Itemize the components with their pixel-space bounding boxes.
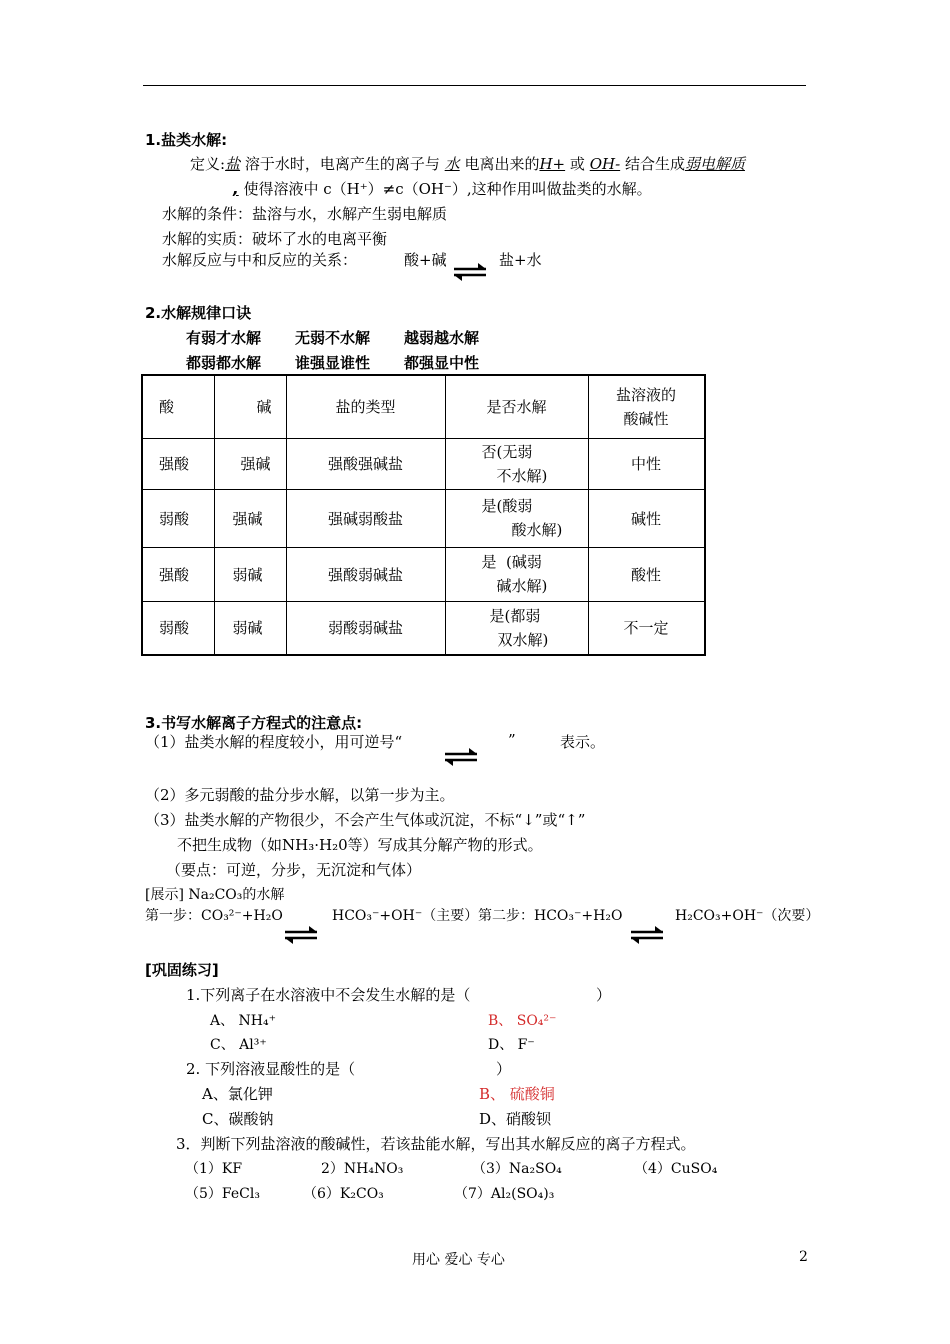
rhyme1-c: 越弱越水解	[404, 329, 480, 347]
cell-base: 强碱	[214, 489, 286, 547]
point1-close-quote: ”	[508, 731, 516, 749]
cell-salt-type: 强碱弱酸盐	[286, 489, 445, 547]
q1-option-c: C、 Al³⁺	[210, 1037, 267, 1053]
q1-option-d: D、 F⁻	[488, 1037, 535, 1053]
section3-title: 3.书写水解离子方程式的注意点:	[145, 714, 363, 732]
blank-h-ion: H+	[539, 155, 566, 173]
point4-text: （要点：可逆，分步，无沉淀和气体）	[166, 861, 422, 879]
cell-hydrolyzes-line2: 双水解)	[497, 630, 549, 649]
definition-text1: 溶于水时，电离产生的离子与	[244, 155, 440, 173]
header-rule	[143, 85, 806, 86]
definition-line2	[233, 178, 652, 199]
definition-text3: 或	[569, 155, 585, 173]
rhyme2-c: 都强显中性	[404, 354, 480, 372]
point1-text: （1）盐类水解的程度较小，用可逆号“	[145, 733, 403, 751]
blank-comma: ,	[233, 180, 239, 198]
reversible-arrow-icon	[629, 925, 665, 945]
blank-water: 水	[444, 155, 460, 173]
cell-acid: 弱酸	[142, 601, 214, 655]
footer-slogan: 用心 爱心 专心	[412, 1252, 505, 1268]
cell-hydrolyzes-line2: 酸水解)	[511, 521, 563, 539]
header-hydrolyzes: 是否水解	[445, 375, 588, 438]
relation-left: 酸+碱	[404, 251, 447, 269]
step1-left: 第一步：CO₃²⁻+H₂O	[145, 908, 283, 924]
section2-title: 2.水解规律口诀	[145, 304, 252, 322]
question1-end: ）	[596, 986, 612, 1004]
question2-end: ）	[496, 1060, 512, 1078]
cell-hydrolyzes-line2: 不水解)	[496, 466, 548, 485]
header-base: 碱	[214, 375, 286, 438]
point3-text: （3）盐类水解的产物很少，不会产生气体或沉淀，不标“↓”或“↑”	[145, 811, 586, 829]
q2-option-c: C、碳酸钠	[202, 1110, 274, 1128]
reversible-arrow-icon	[443, 747, 479, 767]
header-acidity-line1: 盐溶液的	[615, 385, 676, 404]
header-acidity-line2: 酸碱性	[623, 409, 669, 428]
section1-title: 1.盐类水解:	[145, 131, 228, 149]
table-row	[142, 438, 705, 489]
blank-oh-ion: OH-	[589, 155, 621, 173]
cell-hydrolyzes-line1: 否(无弱	[481, 442, 533, 461]
cell-base: 强碱	[214, 438, 286, 489]
rhyme2-b: 谁强显谁性	[295, 354, 371, 372]
rhyme1-a: 有弱才水解	[186, 329, 262, 347]
question2: 2. 下列溶液显酸性的是（	[186, 1060, 356, 1078]
blank-weak-electrolyte: 弱电解质	[684, 155, 745, 173]
relation-right: 盐+水	[499, 251, 542, 269]
point2-text: （2）多元弱酸的盐分步水解，以第一步为主。	[145, 786, 455, 804]
table-row	[142, 489, 705, 547]
cell-hydrolyzes	[445, 438, 588, 489]
step2-left: 第二步：HCO₃⁻+H₂O	[478, 908, 623, 924]
q3-item: （6）K₂CO₃	[303, 1186, 384, 1202]
definition-line1	[190, 153, 745, 174]
rhyme2-a: 都弱都水解	[186, 354, 262, 372]
cell-hydrolyzes-line1: 是(都弱	[489, 606, 541, 625]
cell-salt-type: 强酸强碱盐	[286, 438, 445, 489]
rhyme1-b: 无弱不水解	[295, 329, 371, 347]
hydrolysis-relation: 水解反应与中和反应的关系：	[162, 251, 358, 269]
header-acid: 酸	[142, 375, 214, 438]
q1-option-a: A、 NH₄⁺	[210, 1013, 277, 1029]
cell-acid: 弱酸	[142, 489, 214, 547]
step2-right: H₂CO₃+OH⁻（次要）	[675, 908, 820, 924]
blank-salt: 盐	[225, 155, 241, 173]
hydrolysis-table	[141, 374, 706, 656]
cell-hydrolyzes-line1: 是(酸弱	[481, 497, 533, 515]
header-acidity	[588, 375, 705, 438]
header-salt-type: 盐的类型	[286, 375, 445, 438]
q3-item: （5）FeCl₃	[185, 1186, 260, 1202]
q2-option-d: D、硝酸钡	[479, 1110, 552, 1128]
cell-acid: 强酸	[142, 438, 214, 489]
question3: 3．判断下列盐溶液的酸碱性，若该盐能水解，写出其水解反应的离子方程式。	[176, 1135, 696, 1153]
definition-label: 定义:	[190, 155, 226, 173]
q3-item: （1）KF	[185, 1161, 243, 1177]
hydrolysis-essence: 水解的实质：破坏了水的电离平衡	[162, 230, 388, 248]
step1-right: HCO₃⁻+OH⁻（主要）	[332, 908, 479, 924]
cell-acid: 强酸	[142, 547, 214, 601]
definition-text5: 使得溶液中 c（H⁺）≠c（OH⁻）,这种作用叫做盐类的水解。	[243, 180, 652, 198]
practice-title: [巩固练习]	[145, 961, 219, 979]
cell-salt-type: 强酸弱碱盐	[286, 547, 445, 601]
table-row	[142, 601, 705, 655]
table-row	[142, 547, 705, 601]
cell-base: 弱碱	[214, 601, 286, 655]
q1-option-b: B、 SO₄²⁻	[488, 1013, 557, 1029]
cell-hydrolyzes-line2: 碱水解)	[496, 577, 548, 595]
table-header-row	[142, 375, 705, 438]
definition-text4: 结合生成	[624, 155, 685, 173]
cell-hydrolyzes	[445, 601, 588, 655]
q2-option-a: A、氯化钾	[202, 1085, 273, 1103]
demo-title: [展示] Na₂CO₃的水解	[145, 887, 285, 903]
cell-salt-type: 弱酸弱碱盐	[286, 601, 445, 655]
cell-acidity: 不一定	[588, 601, 705, 655]
cell-acidity: 中性	[588, 438, 705, 489]
q3-item: 2）NH₄NO₃	[321, 1161, 404, 1177]
cell-base: 弱碱	[214, 547, 286, 601]
q3-item: （3）Na₂SO₄	[472, 1161, 562, 1177]
point3-text-line2: 不把生成物（如NH₃·H₂0等）写成其分解产物的形式。	[177, 836, 543, 854]
hydrolysis-condition: 水解的条件：盐溶与水，水解产生弱电解质	[162, 205, 448, 223]
q3-item: （7）Al₂(SO₄)₃	[454, 1186, 555, 1202]
cell-acidity: 酸性	[588, 547, 705, 601]
point1-end: 表示。	[560, 733, 606, 751]
reversible-arrow-icon	[452, 262, 488, 282]
q3-item: （4）CuSO₄	[634, 1161, 718, 1177]
page-number: 2	[799, 1249, 808, 1265]
question1: 1.下列离子在水溶液中不会发生水解的是（	[186, 986, 471, 1004]
q2-option-b: B、 硫酸铜	[479, 1085, 555, 1103]
cell-hydrolyzes	[445, 547, 588, 601]
reversible-arrow-icon	[283, 925, 319, 945]
cell-acidity: 碱性	[588, 489, 705, 547]
cell-hydrolyzes-line1: 是 (碱弱	[481, 553, 542, 571]
cell-hydrolyzes	[445, 489, 588, 547]
definition-text2: 电离出来的	[464, 155, 540, 173]
